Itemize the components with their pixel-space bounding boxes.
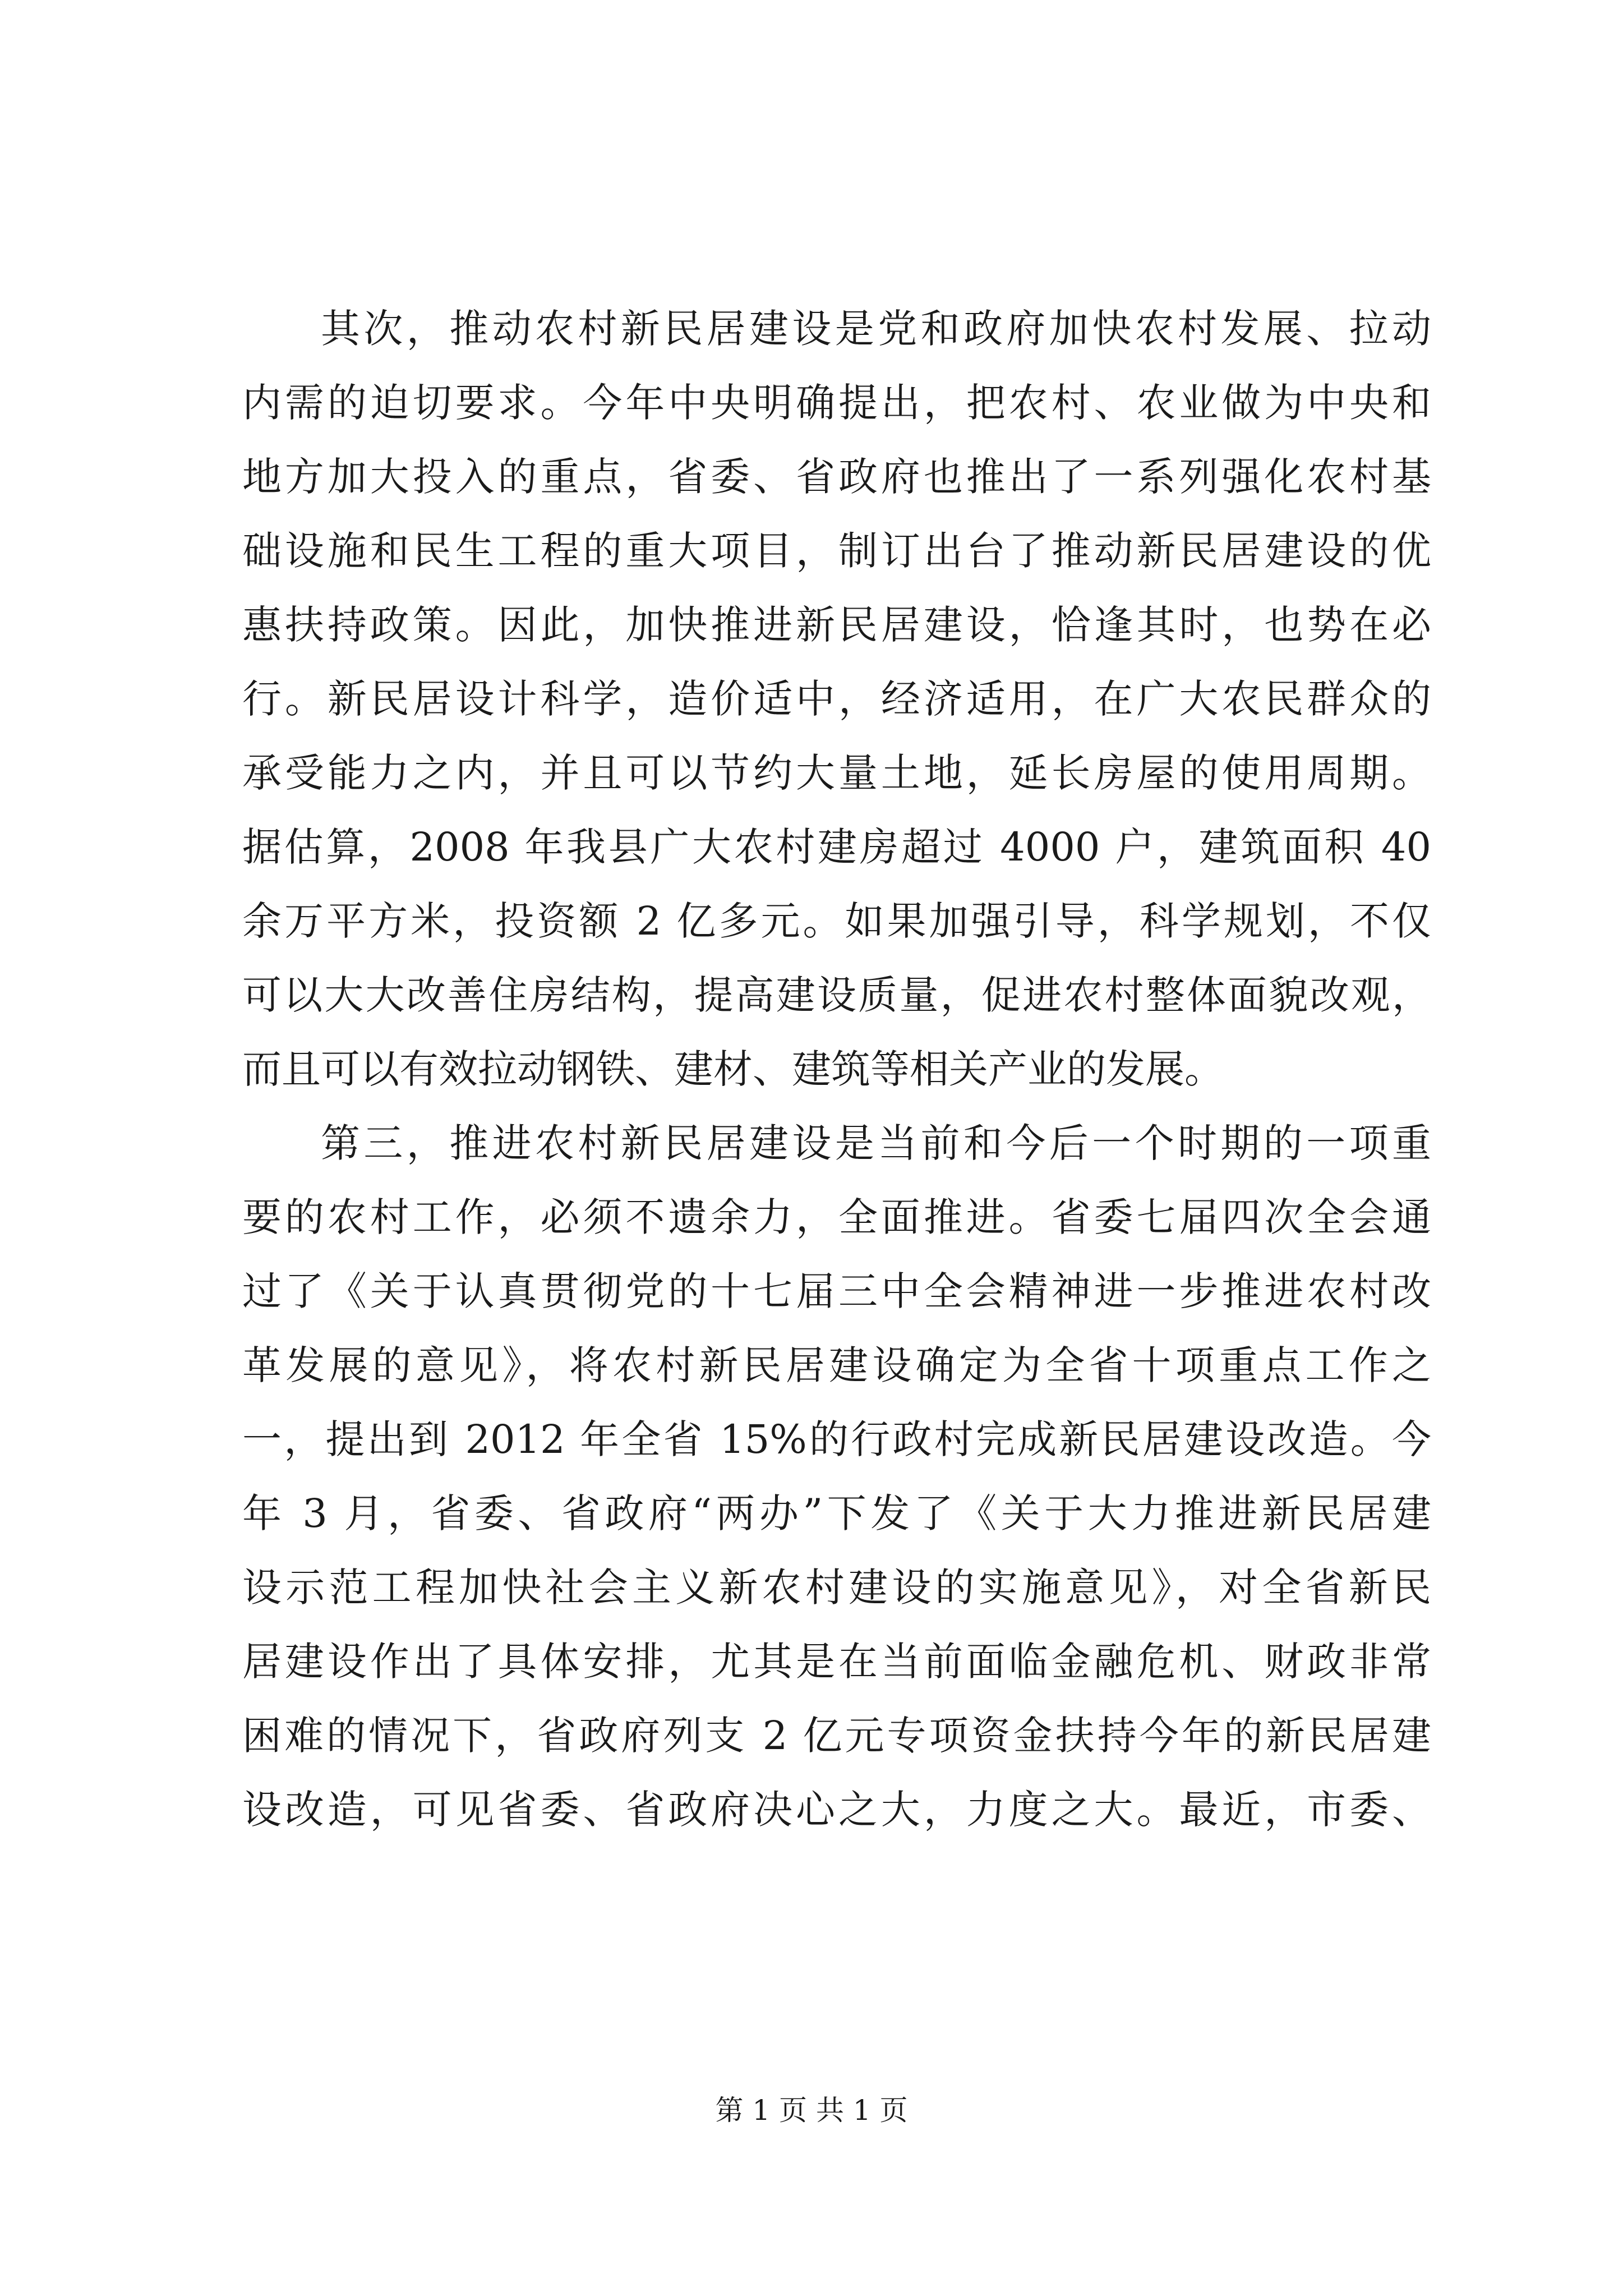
paragraph-2: [242, 1106, 1431, 1847]
page-footer: [0, 2093, 1623, 2127]
page-number-label: 第 1 页 共 1 页: [715, 2094, 908, 2127]
text-line: 承受能力之内，并且可以节约大量土地，延长房屋的使用周期。: [242, 750, 1431, 796]
text-line: 行。新民居设计科学，造价适中，经济适用，在广大农民群众的: [242, 676, 1431, 722]
text-line: 要的农村工作，必须不遗余力，全面推进。省委七届四次全会通: [242, 1194, 1431, 1240]
text-line: 革发展的意见》，将农村新民居建设确定为全省十项重点工作之: [242, 1342, 1431, 1388]
text-line: 内需的迫切要求。今年中央明确提出，把农村、农业做为中央和: [242, 380, 1431, 426]
text-line: 一，提出到 2012 年全省 15%的行政村完成新民居建设改造。今: [242, 1416, 1431, 1462]
text-line: 地方加大投入的重点，省委、省政府也推出了一系列强化农村基: [242, 454, 1431, 500]
text-line: 据估算，2008 年我县广大农村建房超过 4000 户，建筑面积 40: [242, 824, 1431, 870]
text-line: 其次，推动农村新民居建设是党和政府加快农村发展、拉动: [321, 306, 1431, 352]
document-body: [242, 292, 1431, 1847]
text-line: 居建设作出了具体安排，尤其是在当前面临金融危机、财政非常: [242, 1639, 1431, 1685]
text-line: 年 3 月，省委、省政府“两办”下发了《关于大力推进新民居建: [242, 1490, 1431, 1536]
text-line: 可以大大改善住房结构，提高建设质量，促进农村整体面貌改观，: [242, 972, 1431, 1018]
text-line: 而且可以有效拉动钢铁、建材、建筑等相关产业的发展。: [242, 1046, 1224, 1092]
paragraph-1: [242, 292, 1431, 1106]
text-line: 设示范工程加快社会主义新农村建设的实施意见》，对全省新民: [242, 1565, 1431, 1611]
text-line: 过了《关于认真贯彻党的十七届三中全会精神进一步推进农村改: [242, 1268, 1431, 1314]
text-line: 第三，推进农村新民居建设是当前和今后一个时期的一项重: [321, 1120, 1431, 1166]
text-line: 余万平方米，投资额 2 亿多元。如果加强引导，科学规划，不仅: [242, 898, 1431, 944]
text-line: 惠扶持政策。因此，加快推进新民居建设，恰逢其时，也势在必: [242, 602, 1431, 648]
text-line: 困难的情况下，省政府列支 2 亿元专项资金扶持今年的新民居建: [242, 1713, 1431, 1759]
text-line: 础设施和民生工程的重大项目，制订出台了推动新民居建设的优: [242, 528, 1431, 574]
text-line: 设改造，可见省委、省政府决心之大，力度之大。最近，市委、: [242, 1787, 1431, 1833]
